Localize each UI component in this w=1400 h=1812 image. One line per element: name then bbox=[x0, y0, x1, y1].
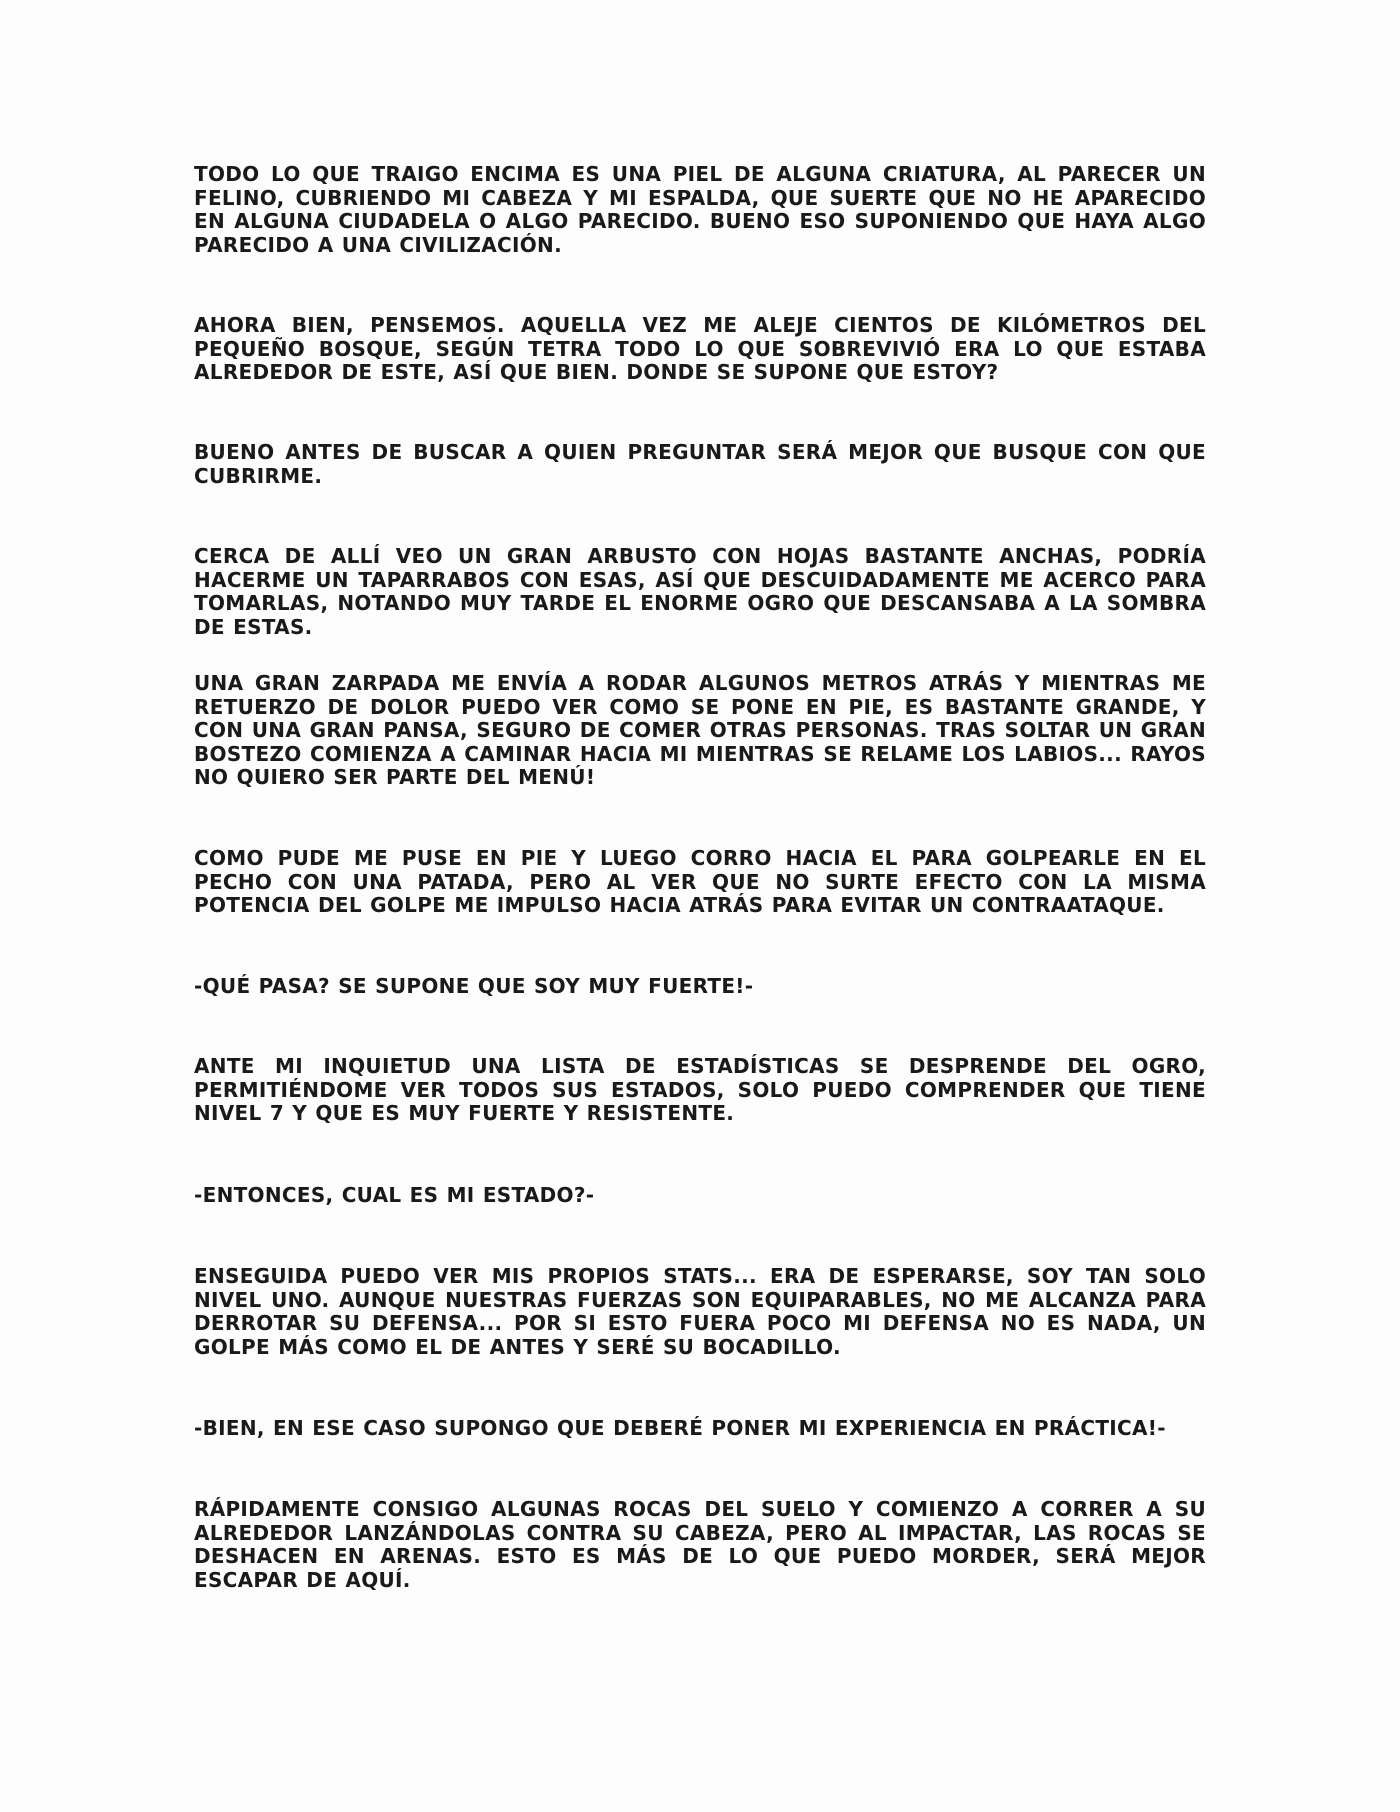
paragraph-9: RÁPIDAMENTE CONSIGO ALGUNAS ROCAS DEL SUELO Y COMIENZO A CORRER A SU ALREDEDOR LANZÁNDOLAS CONTRA SU CABEZA, PERO AL IMPACTAR, LAS ROCAS SE DESHACEN EN ARENAS. ESTO ES MÁS DE LO QUE PUEDO MORDER, SERÁ MEJOR ESCAPAR DE AQUÍ. bbox=[194, 1497, 1206, 1592]
paragraph-7: ANTE MI INQUIETUD UNA LISTA DE ESTADÍSTICAS SE DESPRENDE DEL OGRO, PERMITIÉNDOME VER TODOS SUS ESTADOS, SOLO PUEDO COMPRENDER QUE TIENE NIVEL 7 Y QUE ES MUY FUERTE Y RESISTENTE. bbox=[194, 1054, 1206, 1125]
paragraph-1: TODO LO QUE TRAIGO ENCIMA ES UNA PIEL DE ALGUNA CRIATURA, AL PARECER UN FELINO, CUBRIENDO MI CABEZA Y MI ESPALDA, QUE SUERTE QUE NO HE APARECIDO EN ALGUNA CIUDADELA O ALGO PARECIDO. BUENO ESO SUPONIENDO QUE HAYA ALGO PARECIDO A UNA CIVILIZACIÓN. bbox=[194, 162, 1206, 257]
dialogue-line-2: -ENTONCES, CUAL ES MI ESTADO?- bbox=[194, 1183, 595, 1207]
paragraph-3: BUENO ANTES DE BUSCAR A QUIEN PREGUNTAR SERÁ MEJOR QUE BUSQUE CON QUE CUBRIRME. bbox=[194, 440, 1206, 488]
paragraph-2: AHORA BIEN, PENSEMOS. AQUELLA VEZ ME ALEJE CIENTOS DE KILÓMETROS DEL PEQUEÑO BOSQUE, SEGÚN TETRA TODO LO QUE SOBREVIVIÓ ERA LO QUE ESTABA ALREDEDOR DE ESTE, ASÍ QUE BIEN. DONDE SE SUPONE QUE ESTOY? bbox=[194, 313, 1206, 384]
paragraph-4: CERCA DE ALLÍ VEO UN GRAN ARBUSTO CON HOJAS BASTANTE ANCHAS, PODRÍA HACERME UN TAPARRABOS CON ESAS, ASÍ QUE DESCUIDADAMENTE ME ACERCO PARA TOMARLAS, NOTANDO MUY TARDE EL ENORME OGRO QUE DESCANSABA A LA SOMBRA DE ESTAS. bbox=[194, 544, 1206, 639]
paragraph-5: UNA GRAN ZARPADA ME ENVÍA A RODAR ALGUNOS METROS ATRÁS Y MIENTRAS ME RETUERZO DE DOLOR PUEDO VER COMO SE PONE EN PIE, ES BASTANTE GRANDE, Y CON UNA GRAN PANSA, SEGURO DE COMER OTRAS PERSONAS. TRAS SOLTAR UN GRAN BOSTEZO COMIENZA A CAMINAR HACIA MI MIENTRAS SE RELAME LOS LABIOS... RAYOS NO QUIERO SER PARTE DEL MENÚ! bbox=[194, 671, 1206, 789]
paragraph-8: ENSEGUIDA PUEDO VER MIS PROPIOS STATS... ERA DE ESPERARSE, SOY TAN SOLO NIVEL UNO. AUNQUE NUESTRAS FUERZAS SON EQUIPARABLES, NO ME ALCANZA PARA DERROTAR SU DEFENSA... POR SI ESTO FUERA POCO MI DEFENSA NO ES NADA, UN GOLPE MÁS COMO EL DE ANTES Y SERÉ SU BOCADILLO. bbox=[194, 1264, 1206, 1359]
dialogue-line-3: -BIEN, EN ESE CASO SUPONGO QUE DEBERÉ PONER MI EXPERIENCIA EN PRÁCTICA!- bbox=[194, 1416, 1166, 1440]
dialogue-line-1: -QUÉ PASA? SE SUPONE QUE SOY MUY FUERTE!- bbox=[194, 974, 754, 998]
paragraph-6: COMO PUDE ME PUSE EN PIE Y LUEGO CORRO HACIA EL PARA GOLPEARLE EN EL PECHO CON UNA PATADA, PERO AL VER QUE NO SURTE EFECTO CON LA MISMA POTENCIA DEL GOLPE ME IMPULSO HACIA ATRÁS PARA EVITAR UN CONTRAATAQUE. bbox=[194, 846, 1206, 917]
